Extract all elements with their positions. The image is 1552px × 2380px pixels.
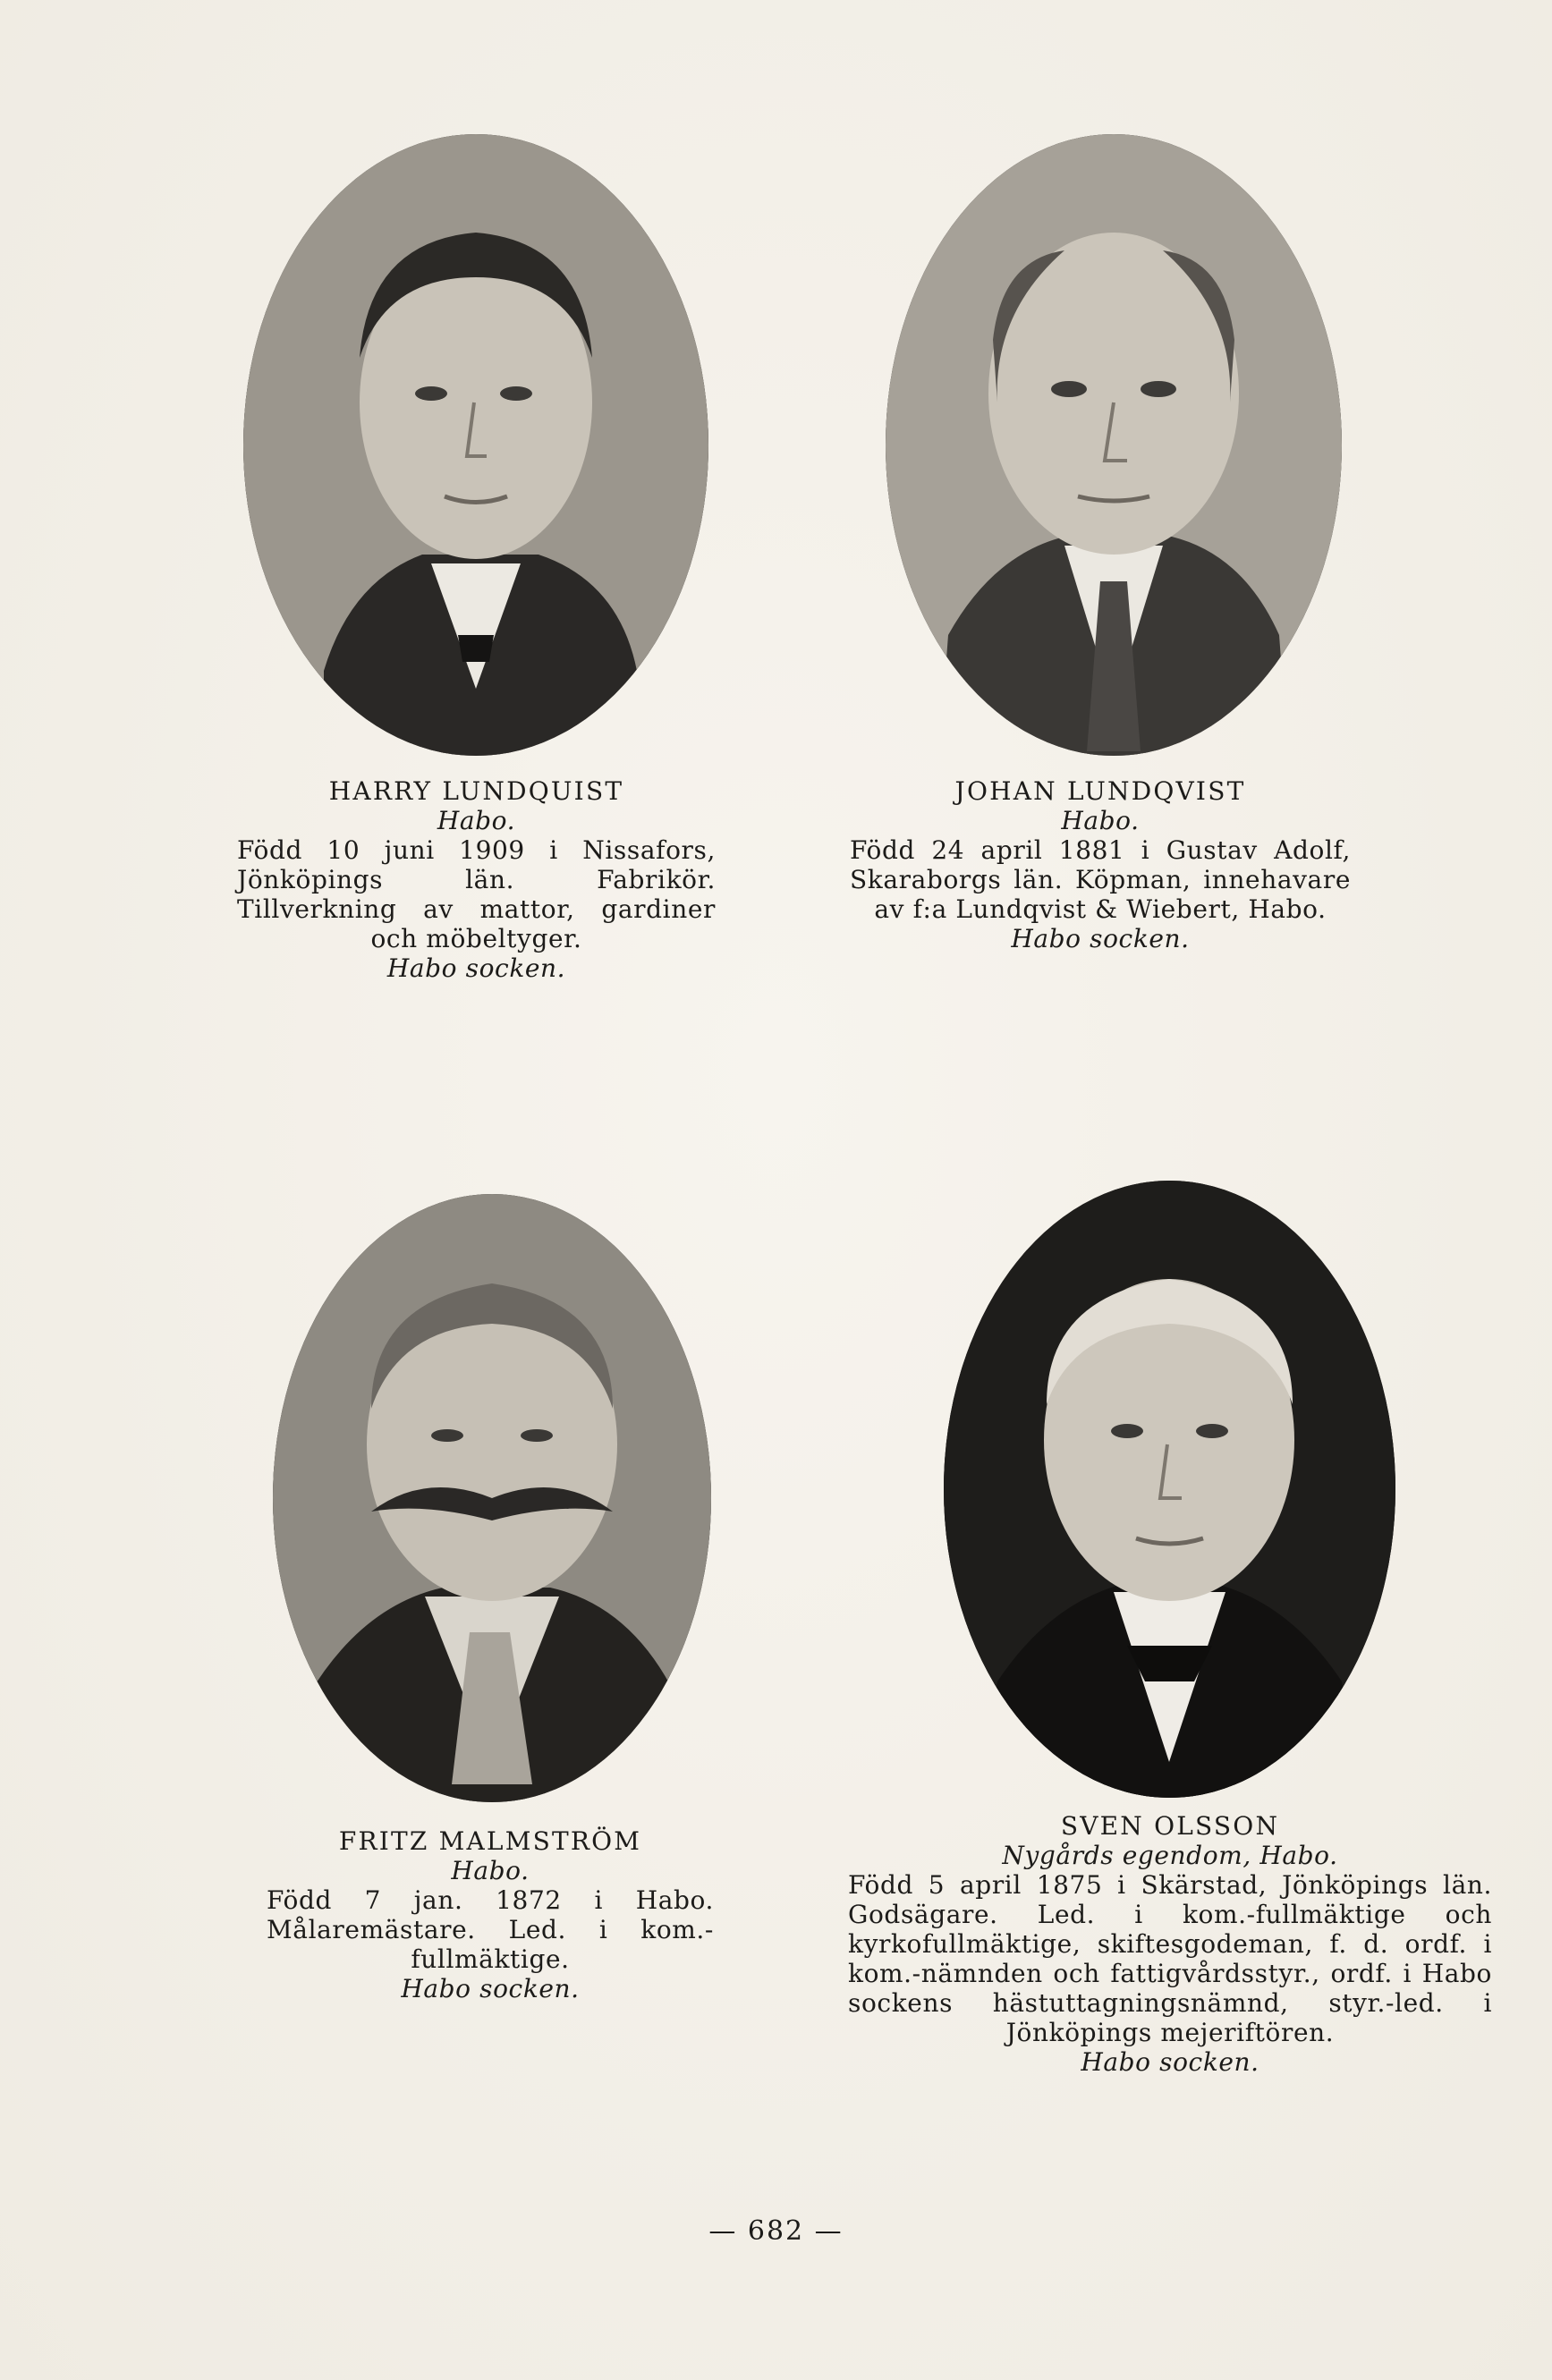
entry-sven-olsson — [848, 1811, 1492, 2077]
portrait-photo-harry-lundquist — [243, 134, 708, 756]
portrait-photo-fritz-malmstrom — [273, 1194, 711, 1802]
person-residence: Habo. — [1061, 806, 1140, 835]
person-biography: Född 10 juni 1909 i Nissafors, Jönköpings län. Fabrikör. Tillverkning av mattor, gardiner och möbeltyger. — [237, 835, 716, 953]
entry-johan-lundqvist — [850, 776, 1351, 953]
person-biography: Född 5 april 1875 i Skärstad, Jönköpings län. Godsägare. Led. i kom.-fullmäktige och kyrkofullmäktige, skiftesgodeman, f. d. ordf. i kom.-nämnden och fattigvårdsstyr., ordf. i Habo sockens hästuttagningsnämnd, styr.-led. i Jönköpings mejeriftören. — [848, 1870, 1492, 2047]
portrait-photo-sven-olsson — [944, 1181, 1395, 1798]
person-biography: Född 7 jan. 1872 i Habo. Målaremästare. Led. i kom.-fullmäktige. — [267, 1885, 714, 1974]
entry-harry-lundquist — [237, 776, 716, 983]
entry-fritz-malmstrom — [267, 1826, 714, 2003]
portrait-photo-johan-lundqvist — [886, 134, 1342, 756]
person-residence: Habo. — [437, 806, 516, 835]
person-parish: Habo socken. — [1081, 2047, 1259, 2077]
person-parish: Habo socken. — [386, 953, 566, 983]
person-parish: Habo socken. — [1011, 924, 1190, 953]
person-residence: Habo. — [451, 1856, 530, 1885]
page-number: — 682 — — [708, 2215, 844, 2247]
person-name: SVEN OLSSON — [1060, 1811, 1280, 1841]
person-residence: Nygårds egendom, Habo. — [1002, 1841, 1338, 1870]
person-biography: Född 24 april 1881 i Gustav Adolf, Skaraborgs län. Köpman, innehavare av f:a Lundqvist & Wiebert, Habo. — [850, 835, 1351, 924]
person-name: HARRY LUNDQUIST — [328, 776, 624, 806]
person-name: JOHAN LUNDQVIST — [954, 776, 1246, 806]
person-parish: Habo socken. — [401, 1974, 580, 2003]
person-name: FRITZ MALMSTRÖM — [338, 1826, 642, 1856]
